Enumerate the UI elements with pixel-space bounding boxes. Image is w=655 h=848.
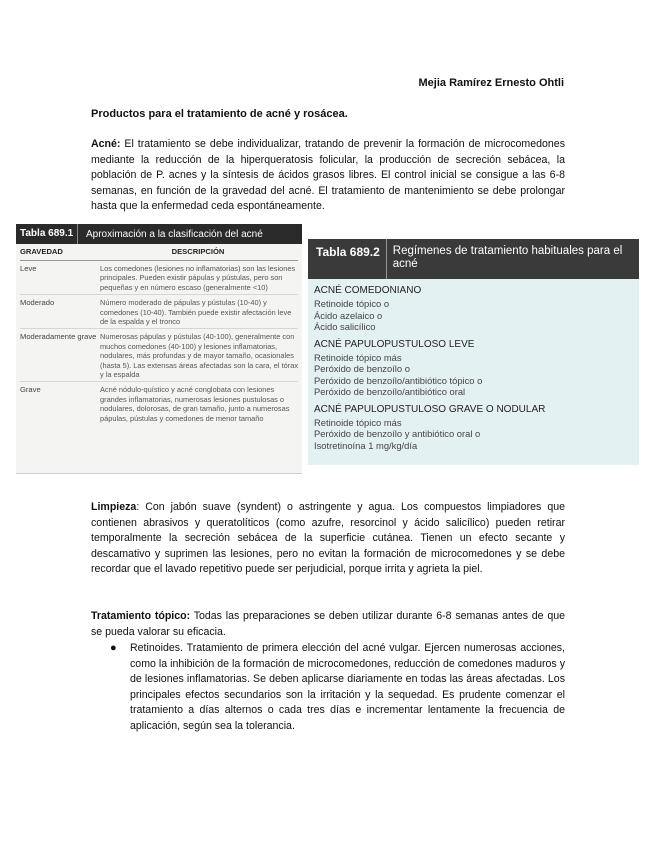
section-item: Retinoide tópico más [314, 351, 402, 363]
row-descripcion: Los comedones (lesiones no inflamatorias) son las lesiones principales. Pueden existir pápulas y pústulas, pero son pequeñas y en número escaso (generalmente <10) [100, 264, 296, 292]
section-item: Peróxido de benzoílo/antibiótico tópico o [314, 374, 483, 386]
row-gravedad: Moderadamente grave [20, 332, 97, 342]
table1-label: Tabla 689.1 [16, 224, 78, 244]
col-gravedad: GRAVEDAD [20, 247, 63, 256]
limpieza-paragraph [91, 500, 565, 578]
table-row [20, 261, 298, 295]
table-row [20, 295, 298, 329]
section-item: Retinoide tópico o [314, 298, 390, 309]
table2-header [308, 239, 639, 279]
section-item: Isotretinoína 1 mg/kg/día [314, 439, 418, 451]
row-descripcion: Numerosas pápulas y pústulas (40-100), generalmente con muchos comedones (40-100) y lesiones inflamatorias, nodulares, más profundas y de mayor tamaño, ocasionales (hasta 5). Las extensas áreas afectadas son la cara, el tórax y la espalda [100, 332, 299, 380]
section-item: Retinoide tópico más [314, 416, 402, 428]
limpieza-text: : Con jabón suave (syndent) o astringente y agua. Los compuestos limpiadores que contienen abrasivos y queratolíticos (como azufre, resorcinol y ácido salicílico) pueden retirar temporalmente la secreción sebácea de la superficie cutánea. Tienen un efecto secante y descamativo y suprimen las lesiones, pero no evitan la formación de microcomedones y se debe recordar que el lavado repetitivo puede ser perjudicial, porque irrita y agrieta la piel. [91, 501, 565, 575]
section-item: Peróxido de benzoílo/antibiótico oral [314, 386, 466, 397]
document-heading: Productos para el tratamiento de acné y rosácea. [91, 108, 348, 120]
row-gravedad: Grave [20, 385, 41, 395]
table2-label: Tabla 689.2 [308, 239, 387, 279]
row-gravedad: Moderado [20, 298, 55, 308]
retinoides-bullet: Retinoides. Tratamiento de primera elección del acné vulgar. Ejercen numerosas acciones, como la inhibición de la formación de microcomedones, reducción de comedones maduros y de lesiones inflamatorias. Se deben aplicarse diariamente en todas las áreas afectadas. Los principales efectos secundarios son la irritación y la sequedad. Es prudente comenzar el tratamiento a días alternos o cada tres días e incrementar lentamente la frecuencia de aplicación, según sea la tolerancia. [130, 642, 565, 732]
bullet-marker: ● [110, 642, 117, 654]
table-row [20, 382, 298, 425]
row-gravedad: Leve [20, 264, 37, 273]
section-item: Ácido salicílico [314, 321, 376, 332]
topico-text: Todas las preparaciones se deben utilizar durante 6-8 semanas antes de que se pueda valorar su eficacia. [91, 610, 565, 638]
acne-paragraph [91, 137, 565, 215]
table2-section [308, 398, 639, 452]
table2-section [308, 279, 639, 333]
limpieza-label: Limpieza [91, 501, 137, 513]
section-item: Peróxido de benzoílo o [314, 363, 410, 374]
table-689-1 [16, 224, 302, 474]
col-descripcion: DESCRIPCIÓN [171, 247, 225, 256]
table-689-2 [308, 239, 639, 465]
table2-title: Regímenes de tratamiento habituales para el acné [392, 245, 623, 270]
table-row [20, 329, 298, 382]
author-name: Mejia Ramírez Ernesto Ohtli [418, 77, 564, 89]
acne-label: Acné: [91, 138, 121, 150]
section-heading: ACNÉ COMEDONIANO [314, 285, 422, 296]
topico-label: Tratamiento tópico: [91, 610, 191, 622]
table2-section [308, 333, 639, 398]
table1-header [16, 224, 302, 244]
section-item: Ácido azelaico o [314, 309, 383, 321]
table1-title: Aproximación a la clasificación del acné [86, 228, 263, 240]
row-descripcion: Acné nódulo-quístico y acné conglobata con lesiones grandes inflamatorias, numerosas lesiones pustulosas o nodulares, dolorosas, de gran tamaño, junto a numerosas pápulas, pústulas y comedones de menor tamaño [100, 385, 290, 423]
row-descripcion: Número moderado de pápulas y pústulas (10-40) y comedones (10-40). También puede existir afectación leve de la espalda y el tronco [100, 298, 292, 327]
topico-paragraph [91, 609, 565, 640]
table1-column-headers [20, 244, 298, 261]
section-heading: ACNÉ PAPULOPUSTULOSO LEVE [314, 338, 475, 350]
section-heading: ACNÉ PAPULOPUSTULOSO GRAVE O NODULAR [314, 403, 546, 415]
section-item: Peróxido de benzoílo y antibiótico oral o [314, 428, 481, 439]
acne-text: El tratamiento se debe individualizar, tratando de prevenir la formación de microcomedones mediante la reducción de la hiperqueratosis folicular, la producción de secreción sebácea, la población de P. acnes y la síntesis de ácidos grasos libres. El control inicial se consigue a las 6-8 semanas, en función de la gravedad del acné. El tratamiento de mantenimiento se debe prolongar hasta que la enfermedad ceda espontáneamente. [91, 138, 565, 212]
